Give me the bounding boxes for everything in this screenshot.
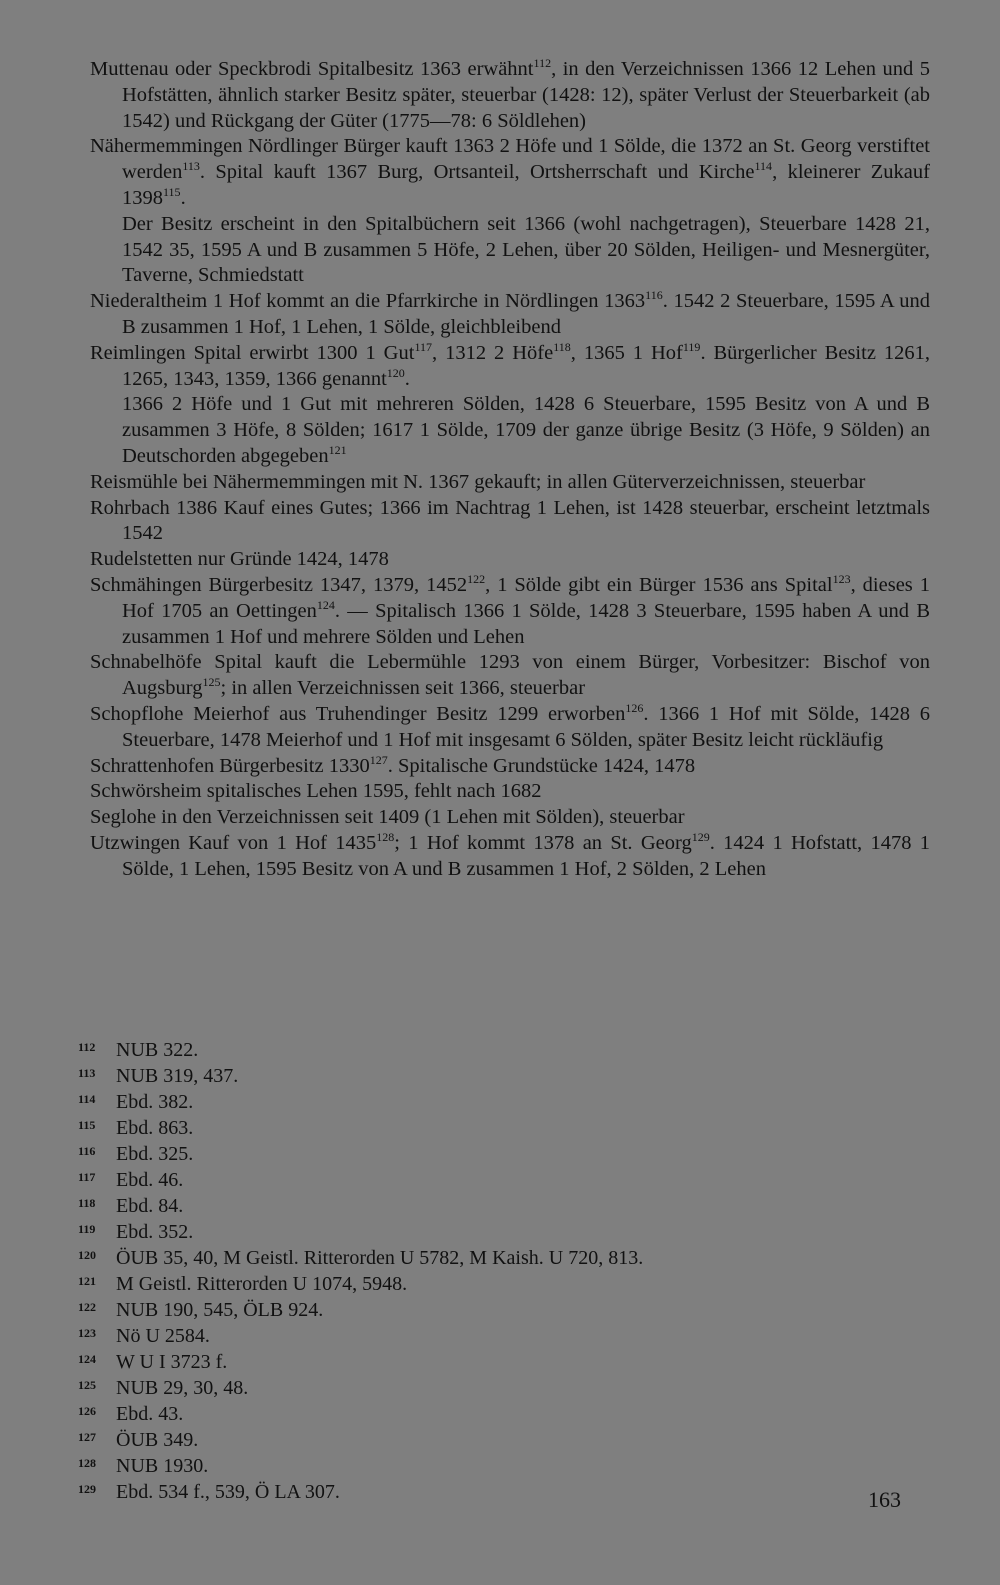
footnote-reference: 119 [682, 339, 701, 354]
place-entry [90, 341, 930, 393]
entry-text: Reimlingen Spital erwirbt 1300 1 Gut [90, 341, 415, 364]
footnote [78, 1140, 918, 1166]
entry-text: Muttenau oder Speckbrodi Spitalbesitz 1363 erwähnt [90, 58, 534, 80]
footnote [78, 1062, 918, 1088]
place-entry [90, 702, 930, 754]
footnote-text: Ebd. 43. [116, 1403, 184, 1425]
footnote-reference: 115 [163, 184, 181, 199]
entry-text: . 1542 2 Steuerbare, 1595 A und B zusammen 1 Hof, 1 Lehen, 1 Sölde, gleichbleibend [122, 290, 930, 338]
footnote [78, 1322, 918, 1348]
entry-text: . [404, 367, 410, 390]
entry-text: Reismühle bei Nähermemmingen mit N. 1367 gekauft; in allen Güterverzeichnissen, steuerbar [90, 470, 866, 493]
footnote-number: 121 [78, 1274, 96, 1288]
footnote-text: Ebd. 534 f., 539, Ö LA 307. [116, 1481, 340, 1503]
footnote-text: Ebd. 325. [116, 1143, 194, 1165]
footnote-text: NUB 29, 30, 48. [116, 1377, 249, 1399]
entry-text: , 1 Sölde gibt ein Bürger 1536 ans Spital [485, 573, 833, 596]
footnote-reference: 117 [414, 339, 432, 354]
footnote-number: 112 [78, 1040, 96, 1054]
footnote [78, 1426, 918, 1452]
footnote [78, 1452, 918, 1478]
footnote-reference: 129 [691, 829, 710, 844]
footnote-number: 127 [78, 1430, 96, 1444]
footnote-number: 117 [78, 1170, 96, 1184]
footnote-number: 120 [78, 1248, 96, 1262]
entry-text: . 1366 1 Hof mit Sölde, 1428 6 Steuerbare, 1478 Meierhof und 1 Hof mit insgesamt 6 Sölden, später Besitz leicht rückläufig [122, 702, 930, 751]
entry-text: Schnabelhöfe Spital kauft die Lebermühle 1293 von einem Bürger, Vorbesitzer: Bischof von Augsburg [90, 651, 930, 700]
footnotes [78, 1036, 918, 1504]
place-entry [90, 573, 930, 650]
footnote-reference: 122 [467, 571, 486, 586]
footnote-number: 128 [78, 1456, 96, 1470]
footnote-reference: 114 [754, 159, 773, 174]
footnote-reference: 124 [316, 597, 335, 612]
footnote [78, 1192, 918, 1218]
page-number: 163 [868, 1487, 901, 1512]
footnote [78, 1478, 918, 1504]
footnote-text: Ebd. 352. [116, 1221, 194, 1243]
footnote [78, 1296, 918, 1322]
entry-text: . Bürgerlicher Besitz 1261, 1265, 1343, 1359, 1366 genannt [122, 341, 930, 390]
place-entry [90, 470, 930, 496]
footnote-reference: 121 [328, 442, 347, 457]
entry-text: Der Besitz erscheint in den Spitalbüchern seit 1366 (wohl nachgetragen), Steuerbare 1428 21, 1542 35, 1595 A und B zusammen 5 Höfe, 2 Lehen, über 20 Sölden, Heiligen- und Mesnergüter, Taverne, Schmiedstatt [122, 212, 930, 287]
footnote [78, 1348, 918, 1374]
footnote-text: Ebd. 46. [116, 1169, 184, 1191]
entry-text: , kleinerer Zukauf 1398 [122, 161, 930, 209]
footnote-text: W U I 3723 f. [116, 1351, 228, 1373]
entry-text: . [180, 186, 186, 209]
footnote-text: ÖUB 35, 40, M Geistl. Ritterorden U 5782, M Kaish. U 720, 813. [116, 1247, 644, 1269]
footnote [78, 1244, 918, 1270]
entry-text: . Spital kauft 1367 Burg, Ortsanteil, Ortsherrschaft und Kirche [199, 161, 755, 184]
footnote-text: Ebd. 382. [116, 1091, 194, 1113]
entry-text: Rudelstetten nur Gründe 1424, 1478 [90, 548, 389, 571]
footnote [78, 1114, 918, 1140]
footnote-reference: 120 [386, 365, 405, 380]
entry-continuation [90, 392, 930, 469]
entry-text: ; in allen Verzeichnissen seit 1366, steuerbar [220, 677, 586, 700]
footnote-text: ÖUB 349. [116, 1429, 199, 1451]
place-entry [90, 547, 930, 573]
footnote [78, 1374, 918, 1400]
footnote-text: Ebd. 84. [116, 1195, 184, 1217]
footnote-number: 118 [78, 1196, 96, 1210]
footnote-number: 129 [78, 1482, 96, 1496]
footnote [78, 1036, 918, 1062]
footnote-number: 116 [78, 1144, 96, 1158]
entry-text: Schopflohe Meierhof aus Truhendinger Besitz 1299 erworben [90, 702, 626, 725]
place-entry [90, 831, 930, 883]
footnote-reference: 123 [832, 571, 851, 586]
footnote-text: Ebd. 863. [116, 1117, 194, 1139]
place-entry [90, 650, 930, 702]
place-entry [90, 289, 930, 341]
entry-text: Rohrbach 1386 Kauf eines Gutes; 1366 im Nachtrag 1 Lehen, ist 1428 steuerbar, erscheint letztmals 1542 [90, 496, 930, 545]
footnote-text: NUB 1930. [116, 1455, 209, 1477]
place-entry [90, 754, 930, 780]
entry-text: ; 1 Hof kommt 1378 an St. Georg [394, 831, 692, 854]
place-entry [90, 805, 930, 831]
footnote-reference: 128 [376, 829, 395, 844]
footnote-text: NUB 190, 545, ÖLB 924. [116, 1299, 324, 1321]
entry-text: Niederaltheim 1 Hof kommt an die Pfarrkirche in Nördlingen 1363 [90, 290, 646, 313]
footnote [78, 1166, 918, 1192]
entry-text: , 1312 2 Höfe [432, 341, 554, 364]
footnote-reference: 118 [553, 339, 571, 354]
footnote-number: 122 [78, 1300, 96, 1314]
footnote [78, 1218, 918, 1244]
entry-text: . — Spitalisch 1366 1 Sölde, 1428 3 Steuerbare, 1595 haben A und B zusammen 1 Hof und mehrere Sölden und Lehen [122, 599, 930, 648]
entry-continuation [90, 212, 930, 289]
footnote-reference: 112 [533, 56, 552, 70]
footnote-number: 124 [78, 1352, 96, 1366]
footnote-number: 119 [78, 1222, 96, 1236]
footnote [78, 1088, 918, 1114]
entry-text: 1366 2 Höfe und 1 Gut mit mehreren Sölden, 1428 6 Steuerbare, 1595 Besitz von A und B zusammen 3 Höfe, 8 Sölden; 1617 1 Sölde, 1709 der ganze übrige Besitz (3 Höfe, 9 Sölden) an Deutschorden abgegeben [122, 393, 930, 467]
entry-text: . Spitalische Grundstücke 1424, 1478 [387, 754, 696, 777]
footnote-text: NUB 319, 437. [116, 1065, 239, 1087]
footnote [78, 1400, 918, 1426]
footnote-reference: 127 [369, 752, 388, 767]
entry-text: Schwörsheim spitalisches Lehen 1595, fehlt nach 1682 [90, 780, 542, 803]
place-entries [90, 57, 930, 883]
footnote-reference: 126 [625, 700, 644, 715]
entry-text: , dieses 1 Hof 1705 an Oettingen [122, 573, 930, 622]
footnote-number: 115 [78, 1118, 96, 1132]
footnote-reference: 113 [182, 159, 200, 174]
entry-text: Nähermemmingen Nördlinger Bürger kauft 1363 2 Höfe und 1 Sölde, die 1372 an St. Georg verstiftet werden [90, 135, 930, 184]
footnote-number: 126 [78, 1404, 96, 1418]
footnote-text: M Geistl. Ritterorden U 1074, 5948. [116, 1273, 408, 1295]
footnote-reference: 116 [645, 288, 663, 303]
place-entry [90, 779, 930, 805]
entry-text: Schmähingen Bürgerbesitz 1347, 1379, 1452 [90, 573, 468, 596]
footnote-text: NUB 322. [116, 1039, 199, 1061]
entry-text: , 1365 1 Hof [570, 341, 683, 364]
footnote-text: Nö U 2584. [116, 1325, 210, 1347]
place-entry [90, 134, 930, 211]
place-entry [90, 496, 930, 548]
footnote [78, 1270, 918, 1296]
entry-text: Utzwingen Kauf von 1 Hof 1435 [90, 831, 377, 854]
place-entry [90, 57, 930, 134]
footnote-number: 113 [78, 1066, 96, 1080]
entry-text: Seglohe in den Verzeichnissen seit 1409 (1 Lehen mit Sölden), steuerbar [90, 806, 685, 829]
entry-text: Schrattenhofen Bürgerbesitz 1330 [90, 754, 370, 777]
footnote-number: 123 [78, 1326, 96, 1340]
footnote-number: 125 [78, 1378, 96, 1392]
footnote-number: 114 [78, 1092, 96, 1106]
footnote-reference: 125 [202, 675, 221, 690]
entry-text: , in den Verzeichnissen 1366 12 Lehen und 5 Hofstätten, ähnlich starker Besitz später, steuerbar (1428: 12), später Verlust der Steuerbarkeit (ab 1542) und Rückgang der Güter (1775—78: 6 Söldlehen) [122, 58, 930, 132]
entry-text: . 1424 1 Hofstatt, 1478 1 Sölde, 1 Lehen, 1595 Besitz von A und B zusammen 1 Hof, 2 Sölden, 2 Lehen [122, 831, 930, 880]
